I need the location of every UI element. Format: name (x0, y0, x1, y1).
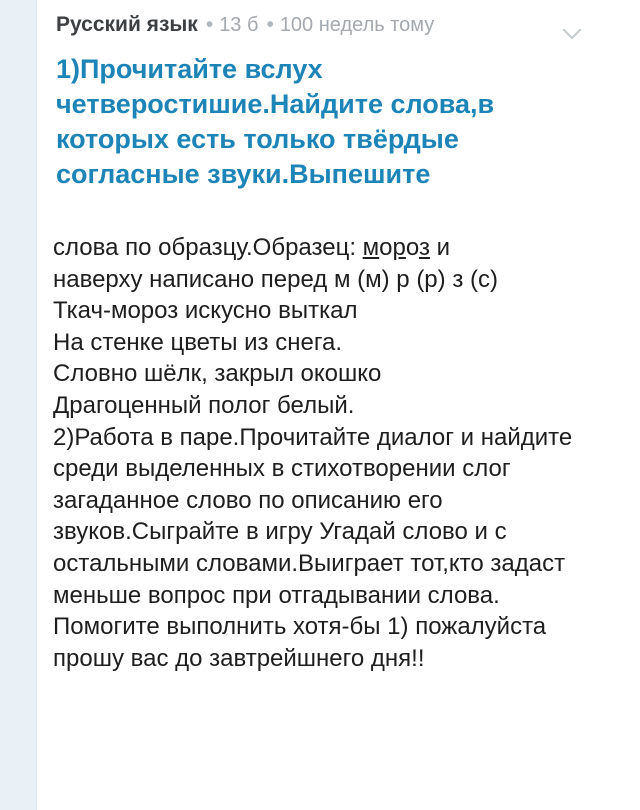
body-line: слова по образцу.Образец: мороз и (53, 234, 451, 261)
body-line: Ткач-мороз искусно выткал (53, 297, 358, 325)
question-meta (56, 13, 434, 43)
question-title: 1)Прочитайте вслух четверостишие.Найдите слова,в которых есть только твёрдые согласные звуки.Выпешите (56, 54, 495, 189)
subject-link[interactable]: Русский язык (56, 13, 198, 36)
separator-dot: • (205, 13, 214, 36)
body-line: наверху написано перед м (м) р (р) з (с) (53, 265, 498, 293)
chevron-down-icon[interactable] (562, 26, 582, 42)
body-line: Помогите выполнить хотя-бы 1) пожалуйста прошу вас до завтрейшнего дня!! (53, 613, 547, 672)
question-body (53, 232, 573, 674)
body-line: На стенке цветы из снега. (53, 328, 343, 356)
points-badge: 13 б (219, 14, 259, 36)
body-line: Словно шёлк, закрыл окошко (53, 360, 382, 388)
body-line: Драгоценный полог белый. (53, 391, 355, 419)
timestamp: 100 недель тому (279, 14, 435, 36)
body-line: 2)Работа в паре.Прочитайте диалог и найдите среди выделенных в стихотворении слог загаданное слово по описанию его звуков.Сыграйте в игру Угадай слово и с остальными словами.Выиграет тот,кто задаст меньше вопрос при отгадывании слова. (53, 423, 573, 609)
separator-dot: • (266, 13, 274, 36)
